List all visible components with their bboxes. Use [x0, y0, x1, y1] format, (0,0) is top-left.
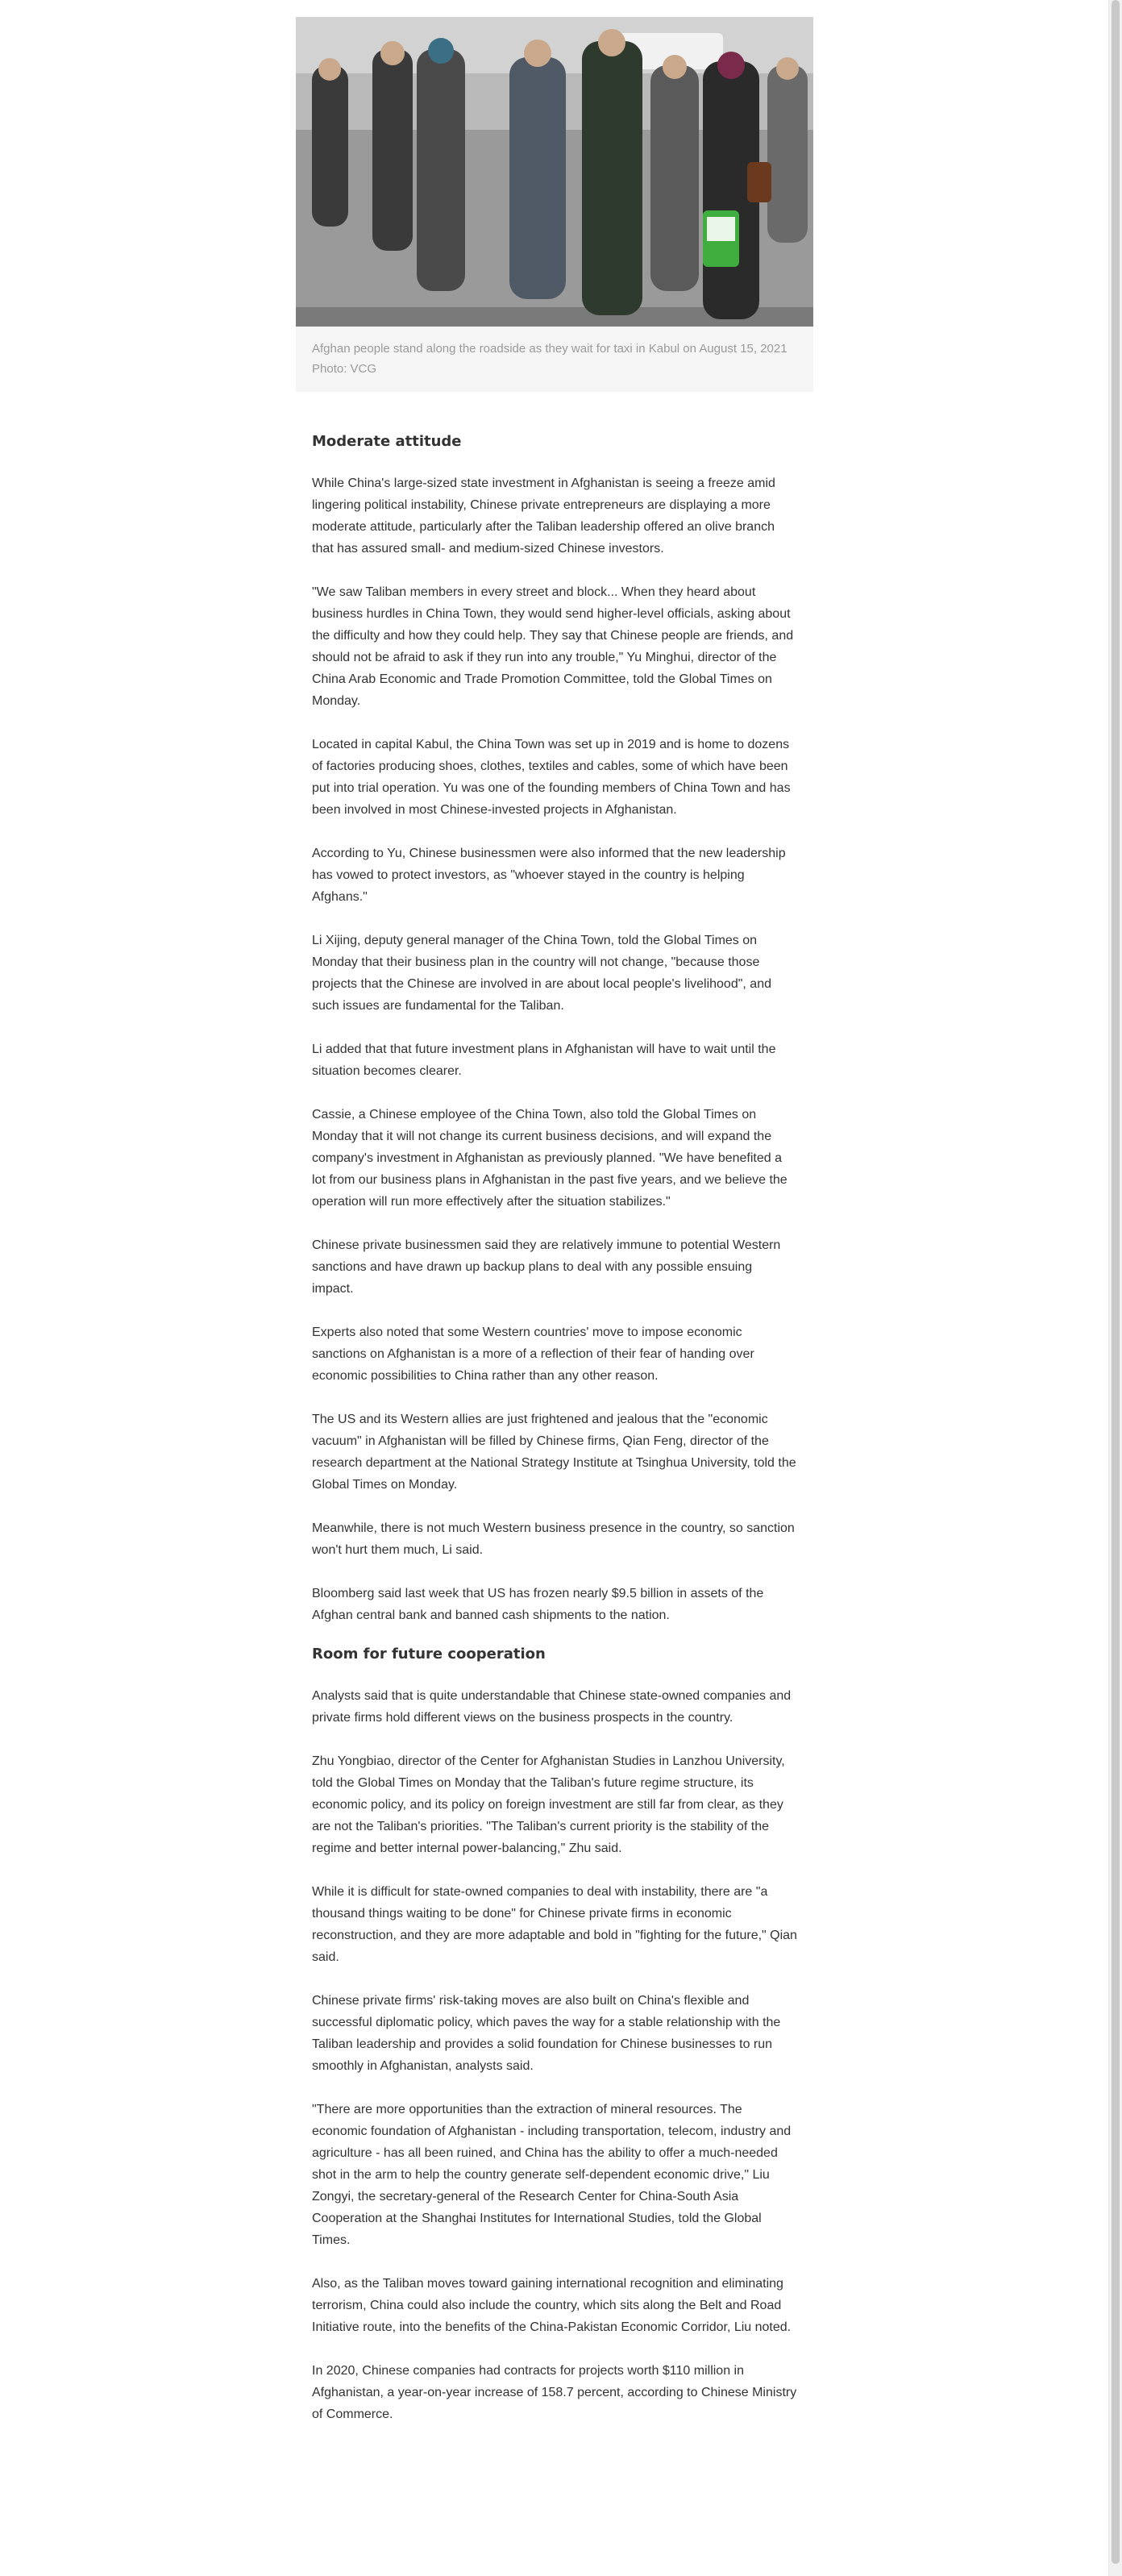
- paragraph: Zhu Yongbiao, director of the Center for Afghanistan Studies in Lanzhou University, told the Global Times on Monday that the Taliban's future regime structure, its economic policy, and its policy on foreign investment are still far from clear, as they are not the Taliban's priorities. "The Taliban's current priority is the stability of the regime and better internal power-balancing," Zhu said.: [312, 1754, 785, 1855]
- paragraph: Also, as the Taliban moves toward gaining international recognition and eliminating terrorism, China could also include the country, which sits along the Belt and Road Initiative route, into the benefits of the China-Pakistan Economic Corridor, Liu noted.: [312, 2277, 792, 2334]
- paragraph: Analysts said that is quite understandable that Chinese state-owned companies and private firms hold different views on the business prospects in the country.: [312, 1689, 792, 1725]
- article-figure: [296, 17, 813, 392]
- paragraph: Li added that that future investment plans in Afghanistan will have to wait until the situation becomes clearer.: [312, 1042, 776, 1078]
- paragraph: While China's large-sized state investment in Afghanistan is seeing a freeze amid lingering political instability, Chinese private entrepreneurs are displaying a more moderate attitude, particularly after the Taliban leadership offered an olive branch that has assured small- and medium-sized Chinese investors.: [312, 476, 775, 556]
- street-photo: [296, 17, 813, 327]
- paragraph: The US and its Western allies are just frightened and jealous that the "economic vacuum" in Afghanistan will be filled by Chinese firms, Qian Feng, director of the research department at the National Strategy Institute at Tsinghua University, told the Global Times on Monday.: [312, 1413, 796, 1492]
- scrollbar[interactable]: [1108, 0, 1122, 2576]
- paragraph: While it is difficult for state-owned companies to deal with instability, there are "a thousand things waiting to be done" for Chinese private firms in economic reconstruction, and they are more adaptable and bold in "fighting for the future," Qian said.: [312, 1885, 797, 1964]
- paragraph: "We saw Taliban members in every street and block... When they heard about business hurdles in China Town, they would send higher-level officials, asking about the difficulty and how they could help. They say that Chinese people are friends, and should not be afraid to ask if they run into any trouble," Yu Minghui, director of the China Arab Economic and Trade Promotion Committee, told the Global Times on Monday.: [312, 585, 794, 708]
- paragraph: According to Yu, Chinese businessmen were also informed that the new leadership has vowed to protect investors, as "whoever stayed in the country is helping Afghans.": [312, 847, 786, 904]
- paragraph: Cassie, a Chinese employee of the China Town, also told the Global Times on Monday that it will not change its current business decisions, and will expand the company's investment in Afghanistan as previously planned. "We have benefited a lot from our business plans in Afghanistan in the past five years, and we believe the operation will run more effectively after the situation stabilizes.": [312, 1108, 787, 1209]
- paragraph: Bloomberg said last week that US has frozen nearly $9.5 billion in assets of the Afghan central bank and banned cash shipments to the nation.: [312, 1587, 764, 1622]
- photo-caption: Afghan people stand along the roadside as they wait for taxi in Kabul on August 15, 2021 Photo: VCG: [312, 342, 787, 376]
- paragraph: Chinese private businessmen said they are relatively immune to potential Western sanctions and have drawn up backup plans to deal with any possible ensuing impact.: [312, 1238, 781, 1296]
- article-body: [296, 431, 813, 2425]
- paragraph: Meanwhile, there is not much Western business presence in the country, so sanction won't hurt them much, Li said.: [312, 1521, 795, 1557]
- paragraph: Experts also noted that some Western countries' move to impose economic sanctions on Afghanistan is a more of a reflection of their fear of handing over economic possibilities to China rather than any other reason.: [312, 1325, 754, 1383]
- paragraph: Chinese private firms' risk-taking moves are also built on China's flexible and successful diplomatic policy, which paves the way for a stable relationship with the Taliban leadership and provides a solid foundation for Chinese businesses to run smoothly in Afghanistan, analysts said.: [312, 1994, 781, 2073]
- paragraph: Li Xijing, deputy general manager of the China Town, told the Global Times on Monday that their business plan in the country will not change, "because those projects that the Chinese are involved in are about local people's livelihood", and such issues are fundamental for the Taliban.: [312, 934, 771, 1013]
- article: [296, 17, 813, 2447]
- section-heading-moderate-attitude: Moderate attitude: [312, 433, 462, 450]
- paragraph: "There are more opportunities than the extraction of mineral resources. The economic foundation of Afghanistan - including transportation, telecom, industry and agriculture - has all been ruined, and China has the ability to offer a much-needed shot in the arm to help the country generate self-dependent economic drive," Liu Zongyi, the secretary-general of the Research Center for China-South Asia Cooperation at the Shanghai Institutes for International Studies, told the Global Times.: [312, 2103, 792, 2247]
- scrollbar-thumb[interactable]: [1112, 0, 1120, 2564]
- paragraph: In 2020, Chinese companies had contracts for projects worth $110 million in Afghanistan, a year-on-year increase of 158.7 percent, according to Chinese Ministry of Commerce.: [312, 2364, 797, 2421]
- paragraph: Located in capital Kabul, the China Town was set up in 2019 and is home to dozens of factories producing shoes, clothes, textiles and cables, some of which have been put into trial operation. Yu was one of the founding members of China Town and has been involved in most Chinese-invested projects in Afghanistan.: [312, 738, 791, 817]
- section-heading-room-for-future-cooperation: Room for future cooperation: [312, 1646, 546, 1663]
